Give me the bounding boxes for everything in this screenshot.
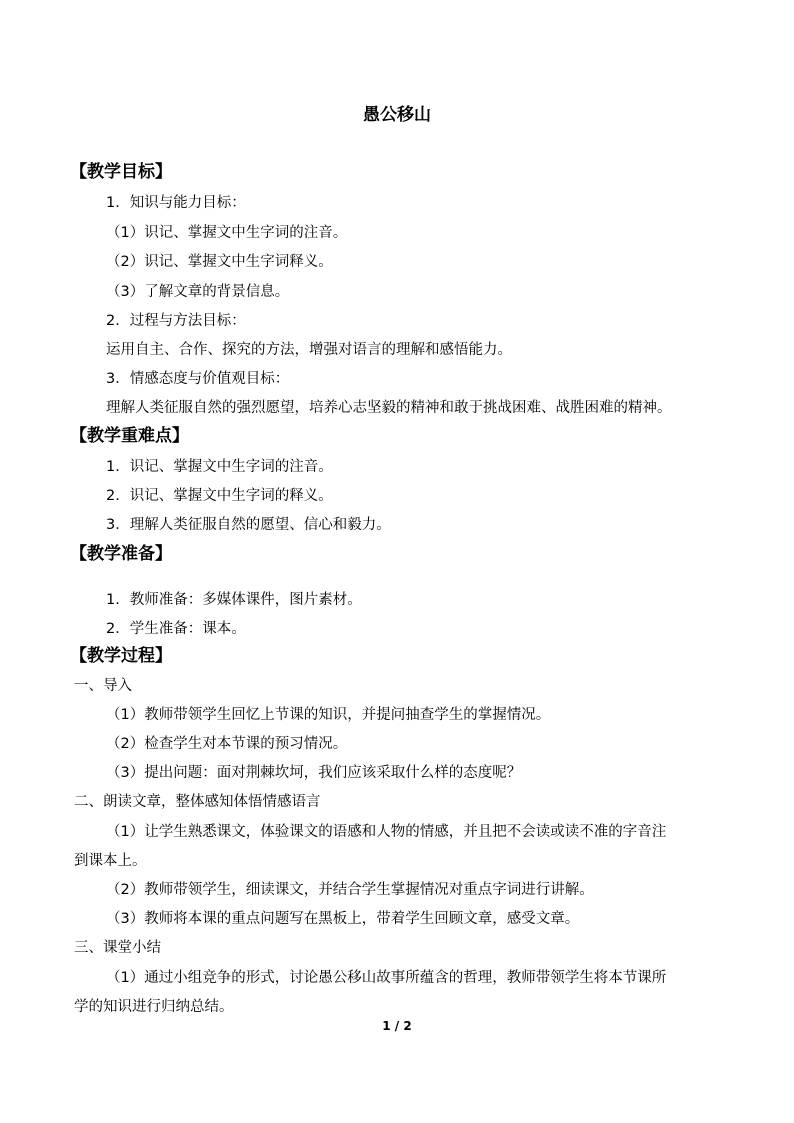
objective-line: 理解人类征服自然的强烈愿望，培养心志坚毅的精神和敢于挑战困难、战胜困难的精神。 — [106, 400, 672, 416]
process-line: 到课本上。 — [74, 853, 147, 869]
section-heading-objectives: 【教学目标】 — [70, 162, 172, 182]
process-line: 学的知识进行归纳总结。 — [74, 999, 234, 1015]
process-line: （2）教师带领学生，细读课文，并结合学生掌握情况对重点字词进行讲解。 — [106, 882, 594, 898]
key-point-line: 1．识记、掌握文中生字词的注音。 — [106, 459, 333, 475]
objective-line: （3）了解文章的背景信息。 — [106, 284, 290, 300]
section-heading-key-points: 【教学重难点】 — [70, 426, 189, 446]
process-line: （3）提出问题：面对荆棘坎坷，我们应该采取什么样的态度呢？ — [106, 765, 522, 781]
process-line: （1）让学生熟悉课文，体验课文的语感和人物的情感，并且把不会读或读不准的字音注 — [106, 824, 667, 840]
page-number: 1 / 2 — [382, 1019, 412, 1033]
process-subheading: 二、朗读文章，整体感知体悟情感语言 — [74, 794, 321, 810]
key-point-line: 2．识记、掌握文中生字词的释义。 — [106, 488, 333, 504]
process-line: （1）通过小组竞争的形式，讨论愚公移山故事所蕴含的哲理，教师带领学生将本节课所 — [106, 970, 667, 986]
key-point-line: 3．理解人类征服自然的愿望、信心和毅力。 — [106, 517, 391, 533]
process-line: （2）检查学生对本节课的预习情况。 — [106, 736, 348, 752]
objective-line: 3．情感态度与价值观目标： — [106, 371, 290, 387]
preparation-line: 2．学生准备：课本。 — [106, 621, 246, 637]
document-title: 愚公移山 — [363, 105, 431, 125]
objective-line: 运用自主、合作、探究的方法，增强对语言的理解和感悟能力。 — [106, 342, 512, 358]
objective-line: （2）识记、掌握文中生字词释义。 — [106, 254, 333, 270]
section-heading-process: 【教学过程】 — [70, 646, 172, 666]
process-line: （1）教师带领学生回忆上节课的知识，并提问抽查学生的掌握情况。 — [106, 707, 551, 723]
objective-line: （1）识记、掌握文中生字词的注音。 — [106, 225, 348, 241]
objective-line: 1．知识与能力目标： — [106, 195, 246, 211]
process-subheading: 三、课堂小结 — [74, 940, 161, 956]
objective-line: 2．过程与方法目标： — [106, 313, 246, 329]
process-subheading: 一、导入 — [74, 678, 132, 694]
preparation-line: 1．教师准备：多媒体课件，图片素材。 — [106, 592, 362, 608]
process-line: （3）教师将本课的重点问题写在黑板上，带着学生回顾文章，感受文章。 — [106, 911, 580, 927]
section-heading-preparation: 【教学准备】 — [70, 544, 172, 564]
